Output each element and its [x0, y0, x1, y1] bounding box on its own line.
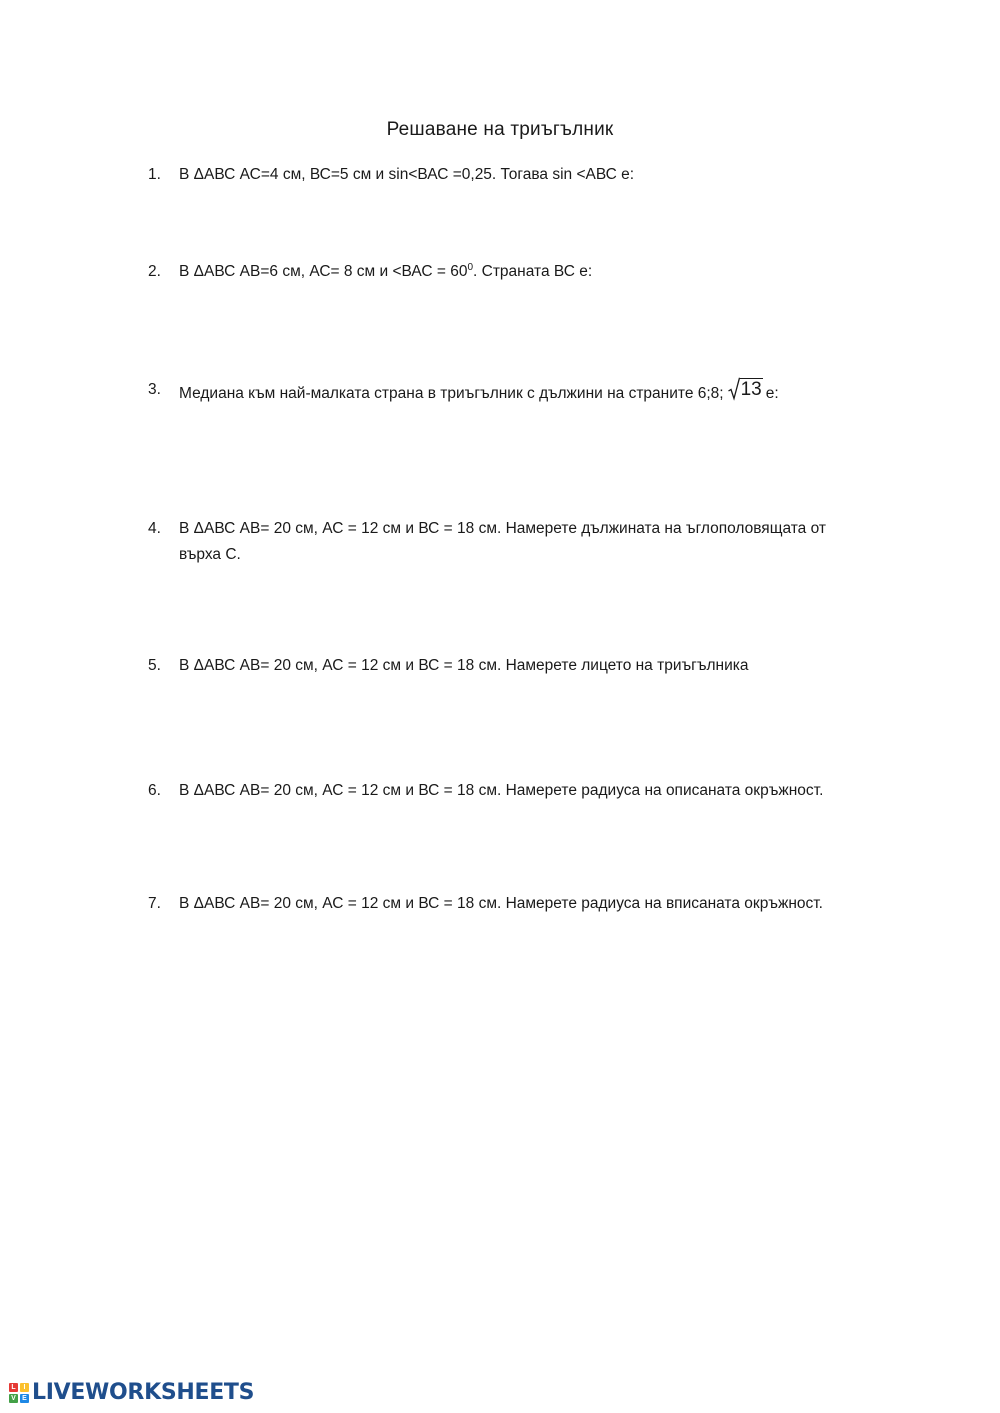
question-4 — [148, 516, 868, 568]
question-text: В ΔАВС АС=4 см, ВС=5 см и sin<ВАС =0,25. Тогава sin <АВС е: — [179, 166, 635, 183]
question-number: 5. — [148, 657, 161, 674]
question-5 — [148, 653, 868, 679]
question-text — [179, 377, 868, 407]
logo-blocks-icon — [9, 1383, 29, 1403]
question-text — [179, 259, 868, 285]
question-2 — [148, 259, 868, 285]
question-text: В ΔАВС АВ= 20 см, АС = 12 см и ВС = 18 см. Намерете радиуса на описаната окръжност. — [179, 782, 824, 799]
question-text-part: Медиана към най-малката страна в триъгълник с дължини на страните 6;8; — [179, 385, 724, 402]
question-text-part: . Страната ВС е: — [473, 263, 593, 280]
question-6 — [148, 778, 868, 804]
question-number: 3. — [148, 381, 161, 398]
liveworksheets-logo — [9, 1380, 254, 1405]
square-root-argument: 13 — [740, 379, 762, 400]
question-number: 2. — [148, 263, 161, 280]
question-number: 7. — [148, 895, 161, 912]
question-number: 4. — [148, 520, 161, 537]
logo-block: E — [20, 1394, 29, 1403]
question-text: В ΔАВС АВ= 20 см, АС = 12 см и ВС = 18 см. Намерете дължината на ъглополовящата от върха С. — [179, 520, 826, 563]
logo-block: L — [9, 1383, 18, 1392]
question-text-part: В ΔАВС АВ=6 см, АС= 8 см и <ВАС = 60 — [179, 263, 468, 280]
logo-block: V — [9, 1394, 18, 1403]
question-1 — [148, 162, 868, 188]
degree-superscript: 0 — [467, 262, 474, 273]
page-title: Решаване на триъгълник — [386, 119, 614, 140]
question-text: В ΔАВС АВ= 20 см, АС = 12 см и ВС = 18 см. Намерете лицето на триъгълника — [179, 657, 749, 674]
question-number: 1. — [148, 166, 161, 183]
logo-block: I — [20, 1383, 29, 1392]
square-root — [728, 377, 763, 401]
question-3 — [148, 377, 868, 407]
question-text: В ΔАВС АВ= 20 см, АС = 12 см и ВС = 18 см. Намерете радиуса на вписаната окръжност. — [179, 895, 823, 912]
question-text-part: е: — [765, 385, 779, 402]
question-number: 6. — [148, 782, 161, 799]
radical-sign-icon — [728, 377, 740, 401]
question-7 — [148, 891, 868, 917]
logo-text: LIVEWORKSHEETS — [32, 1380, 255, 1405]
